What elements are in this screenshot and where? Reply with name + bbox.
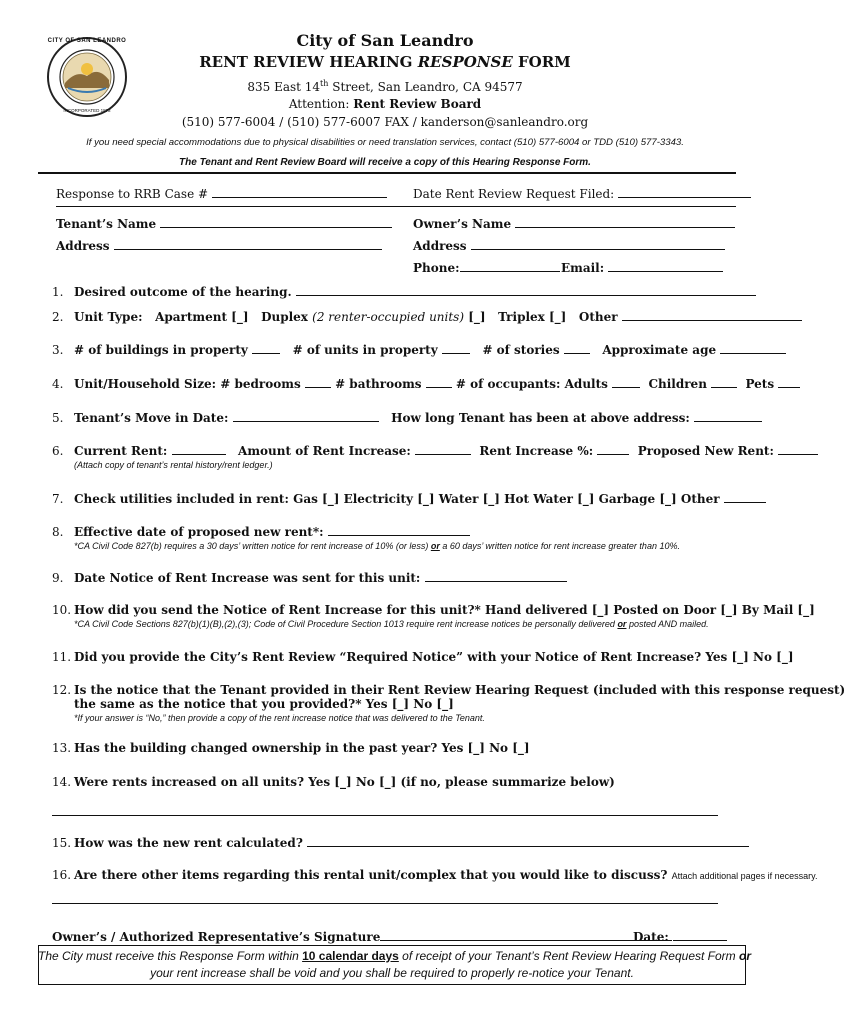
phone-field: Phone:	[413, 260, 560, 275]
question-3: 3. # of buildings in property # of units in property # of stories Approximate age	[52, 342, 786, 357]
buildings-input[interactable]	[252, 342, 280, 354]
fields-divider	[56, 206, 736, 207]
question-2: 2. Unit Type: Apartment [_] Duplex (2 renter-occupied units) [_] Triplex [_] Other	[52, 309, 802, 324]
other-items-input[interactable]	[52, 903, 718, 904]
desired-outcome-input[interactable]	[296, 284, 756, 296]
signature-input[interactable]	[380, 929, 672, 941]
seal-text: CITY OF SAN LEANDRO	[47, 38, 127, 44]
owner-name-input[interactable]	[515, 216, 735, 228]
response-case-input[interactable]	[212, 186, 387, 198]
question-15: 15. How was the new rent calculated?	[52, 835, 749, 850]
accommodations-note: If you need special accommodations due to physical disabilities or need translation services, contact (510) 577-6004 or TDD (510) 577-3343.	[86, 137, 684, 148]
other-utility-input[interactable]	[724, 491, 766, 503]
duplex-checkbox[interactable]: [_]	[464, 310, 486, 324]
children-input[interactable]	[711, 376, 737, 388]
question-7: 7. Check utilities included in rent: Gas [_] Electricity [_] Water [_] Hot Water [_] Garbage [_] Other	[52, 491, 766, 506]
question-12: 12. Is the notice that the Tenant provided in their Rent Review Hearing Request (included with this response request)	[52, 683, 845, 697]
units-input[interactable]	[442, 342, 470, 354]
question-4: 4. Unit/Household Size: # bedrooms # bathrooms # of occupants: Adults Children Pets	[52, 376, 800, 391]
rent-history-note: (Attach copy of tenant’s rental history/rent ledger.)	[74, 460, 273, 470]
question-10: 10. How did you send the Notice of Rent Increase for this unit?* Hand delivered [_] Posted on Door [_] By Mail [_]	[52, 603, 815, 617]
proposed-rent-input[interactable]	[778, 443, 818, 455]
rent-increase-percent-input[interactable]	[597, 443, 629, 455]
apartment-checkbox[interactable]: Apartment [_]	[155, 310, 249, 324]
header-divider	[38, 172, 736, 174]
tenant-name-input[interactable]	[160, 216, 392, 228]
stories-input[interactable]	[564, 342, 590, 354]
rent-calculation-input[interactable]	[307, 835, 749, 847]
title-city: City of San Leandro	[296, 31, 474, 50]
current-rent-input[interactable]	[172, 443, 226, 455]
address-line: 835 East 14th Street, San Leandro, CA 94577	[247, 79, 523, 94]
triplex-checkbox[interactable]: Triplex [_]	[498, 310, 567, 324]
notice-copy-note: *If your answer is “No,” then provide a copy of the rent increase notice that was delivered to the Tenant.	[74, 713, 485, 723]
other-unit-input[interactable]	[622, 309, 802, 321]
owner-address-input[interactable]	[471, 238, 725, 250]
email-field: Email:	[561, 260, 723, 275]
question-6: 6. Current Rent: Amount of Rent Increase: Rent Increase %: Proposed New Rent:	[52, 443, 818, 458]
civil-code-1013-note: *CA Civil Code Sections 827(b)(1)(B),(2),(3); Code of Civil Procedure Section 1013 require rent increase notices be personally delivered or posted AND mailed.	[74, 619, 709, 629]
question-9: 9. Date Notice of Rent Increase was sent for this unit:	[52, 570, 567, 585]
pets-input[interactable]	[778, 376, 800, 388]
deadline-notice-line1: The City must receive this Response Form within 10 calendar days of receipt of your Tenant’s Rent Review Hearing Request Form or	[38, 949, 751, 963]
contact-line: (510) 577-6004 / (510) 577-6007 FAX / kanderson@sanleandro.org	[181, 115, 589, 129]
notice-sent-date-input[interactable]	[425, 570, 567, 582]
date-filed-input[interactable]	[618, 186, 751, 198]
adults-input[interactable]	[612, 376, 640, 388]
question-16: 16. Are there other items regarding this rental unit/complex that you would like to discuss? Attach additional pages if necessary.	[52, 868, 818, 882]
question-12-line2: the same as the notice that you provided?* Yes [_] No [_]	[74, 697, 454, 711]
rents-summary-input[interactable]	[52, 815, 718, 816]
deadline-notice-line2: your rent increase shall be void and you shall be required to properly re-notice your Tenant.	[150, 966, 634, 980]
tenant-name-field: Tenant’s Name	[56, 216, 392, 231]
signature-date-input[interactable]	[673, 929, 727, 941]
phone-input[interactable]	[460, 260, 560, 272]
date-filed-field: Date Rent Review Request Filed:	[413, 186, 751, 201]
civil-code-827-note: *CA Civil Code 827(b) requires a 30 days’ written notice for rent increase of 10% (or less) or a 60 days’ written notice for rent increase greater than 10%.	[74, 541, 680, 551]
bathrooms-input[interactable]	[426, 376, 452, 388]
signature-date-field: Date:	[633, 929, 727, 944]
bedrooms-input[interactable]	[305, 376, 331, 388]
tenant-address-input[interactable]	[114, 238, 382, 250]
question-13: 13. Has the building changed ownership in the past year? Yes [_] No [_]	[52, 741, 530, 755]
form-title: RENT REVIEW HEARING RESPONSE FORM	[199, 53, 571, 71]
owner-address-field: Address	[413, 238, 725, 253]
response-case-field: Response to RRB Case #	[56, 186, 387, 201]
owner-name-field: Owner’s Name	[413, 216, 735, 231]
question-5: 5. Tenant’s Move in Date: How long Tenant has been at above address:	[52, 410, 762, 425]
age-input[interactable]	[720, 342, 786, 354]
rent-increase-amount-input[interactable]	[415, 443, 471, 455]
seal-year: INCORPORATED 1872	[63, 108, 111, 113]
tenant-address-field: Address	[56, 238, 382, 253]
copy-notice: The Tenant and Rent Review Board will receive a copy of this Hearing Response Form.	[179, 157, 591, 168]
effective-date-input[interactable]	[328, 524, 470, 536]
question-14: 14. Were rents increased on all units? Yes [_] No [_] (if no, please summarize below)	[52, 775, 615, 789]
email-input[interactable]	[608, 260, 723, 272]
signature-field: Owner’s / Authorized Representative’s Signature	[52, 929, 672, 944]
question-8: 8. Effective date of proposed new rent*:	[52, 524, 470, 539]
question-11: 11. Did you provide the City’s Rent Review “Required Notice” with your Notice of Rent Increase? Yes [_] No [_]	[52, 650, 794, 664]
move-in-date-input[interactable]	[233, 410, 379, 422]
question-1: 1. Desired outcome of the hearing.	[52, 284, 756, 299]
attention-line: Attention: Rent Review Board	[288, 97, 482, 111]
tenancy-length-input[interactable]	[694, 410, 762, 422]
